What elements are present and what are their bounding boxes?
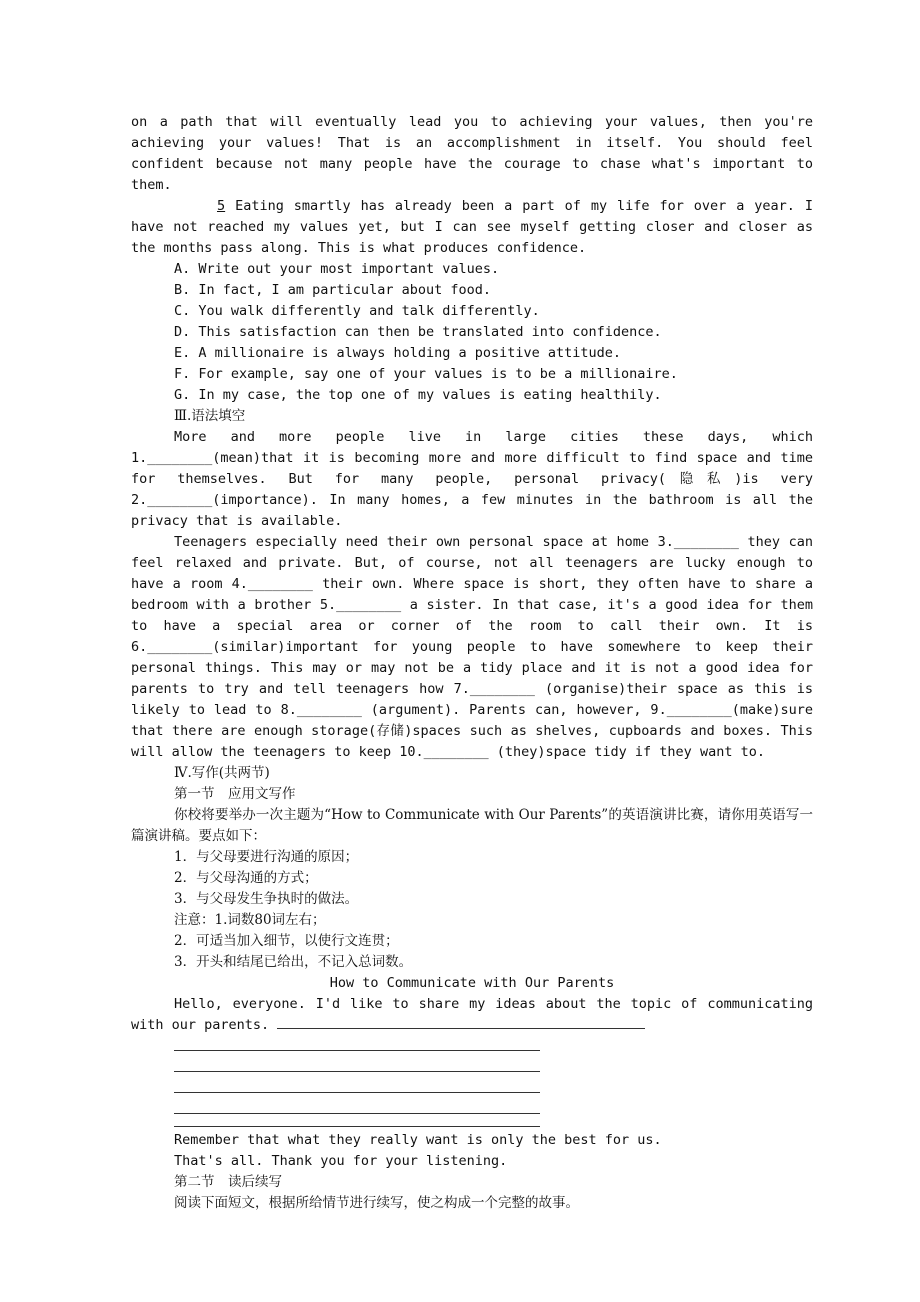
essay-opening — [131, 994, 813, 1036]
essay-opening-text: Hello, everyone. I'd like to share my ideas about the topic of communicating with our parents. — [131, 996, 813, 1033]
point-3: 3．与父母发生争执时的做法。 — [174, 891, 359, 907]
answer-line[interactable] — [174, 1120, 813, 1130]
point-2: 2．与父母沟通的方式； — [174, 870, 318, 886]
note-1: 注意：1.词数80词左右； — [174, 912, 326, 928]
option-d: D. This satisfaction can then be translated into confidence. — [174, 324, 662, 340]
section-3-heading: Ⅲ.语法填空 — [174, 408, 246, 424]
part-1-heading: 第一节 应用文写作 — [174, 786, 296, 802]
point-1: 1．与父母要进行沟通的原因； — [174, 849, 359, 865]
option-f: F. For example, say one of your values is to be a millionaire. — [174, 366, 678, 382]
option-c: C. You walk differently and talk differently. — [174, 303, 540, 319]
passage-paragraph-text: Eating smartly has already been a part of my life for over a year. I have not reached my values yet, but I can see myself getting closer and closer as the months pass along. This is what produces confidence. — [131, 198, 813, 256]
writing-prompt: 你校将要举办一次主题为“How to Communicate with Our Parents”的英语演讲比赛，请你用英语写一篇演讲稿。要点如下： — [131, 807, 813, 844]
passage-paragraph-blank-5 — [131, 196, 813, 259]
grammar-paragraph-1: More and more people live in large cities these days, which 1.________(mean)that it is becoming more and more difficult to find space and time for themselves. But for many people, personal privacy(隐私)is very 2.________(importance). In many homes, a few minutes in the bathroom is all the privacy that is available. — [131, 429, 813, 529]
part-2-heading: 第二节 读后续写 — [174, 1174, 282, 1190]
essay-title: How to Communicate with Our Parents — [329, 975, 615, 991]
grammar-paragraph-2: Teenagers especially need their own personal space at home 3.________ they can feel relaxed and private. But, of course, not all teenagers are lucky enough to have a room 4.________ their own. Where space is short, they often have to share a bedroom with a brother 5.________ a sister. In that case, it's a good idea for them to have a special area or corner of the room to call their own. It is 6.________(similar)important for young people to have somewhere to keep their personal things. This may or may not be a tidy place and it is not a good idea for parents to try and tell teenagers how 7.________ (organise)their space as this is likely to lead to 8.________ (argument). Parents can, however, 9.________(make)sure that there are enough storage(存储)spaces such as shelves, cupboards and boxes. This will allow the teenagers to keep 10.________ (they)space tidy if they want to. — [131, 534, 813, 760]
answer-line[interactable] — [174, 1057, 813, 1078]
essay-closing-1: Remember that what they really want is only the best for us. — [174, 1132, 662, 1148]
section-4-heading: Ⅳ.写作(共两节) — [174, 765, 270, 781]
note-2: 2．可适当加入细节，以使行文连贯； — [174, 933, 399, 949]
essay-closing-2: That's all. Thank you for your listening. — [174, 1153, 508, 1169]
passage-paragraph: on a path that will eventually lead you to achieving your values, then you're achieving your values! That is an accomplishment in itself. You should feel confident because not many people have the courage to chase what's important to them. — [131, 114, 813, 193]
option-g: G. In my case, the top one of my values is eating healthily. — [174, 387, 662, 403]
answer-line[interactable] — [277, 1015, 645, 1029]
option-b: B. In fact, I am particular about food. — [174, 282, 491, 298]
answer-line[interactable] — [174, 1099, 813, 1120]
document-page — [131, 112, 813, 1214]
answer-line[interactable] — [174, 1036, 813, 1057]
part-2-prompt: 阅读下面短文，根据所给情节进行续写，使之构成一个完整的故事。 — [174, 1195, 579, 1211]
answer-line[interactable] — [174, 1078, 813, 1099]
option-a: A. Write out your most important values. — [174, 261, 500, 277]
option-e: E. A millionaire is always holding a positive attitude. — [174, 345, 622, 361]
note-3: 3．开头和结尾已给出，不记入总词数。 — [174, 954, 413, 970]
blank-5-marker: 5 — [217, 198, 226, 214]
